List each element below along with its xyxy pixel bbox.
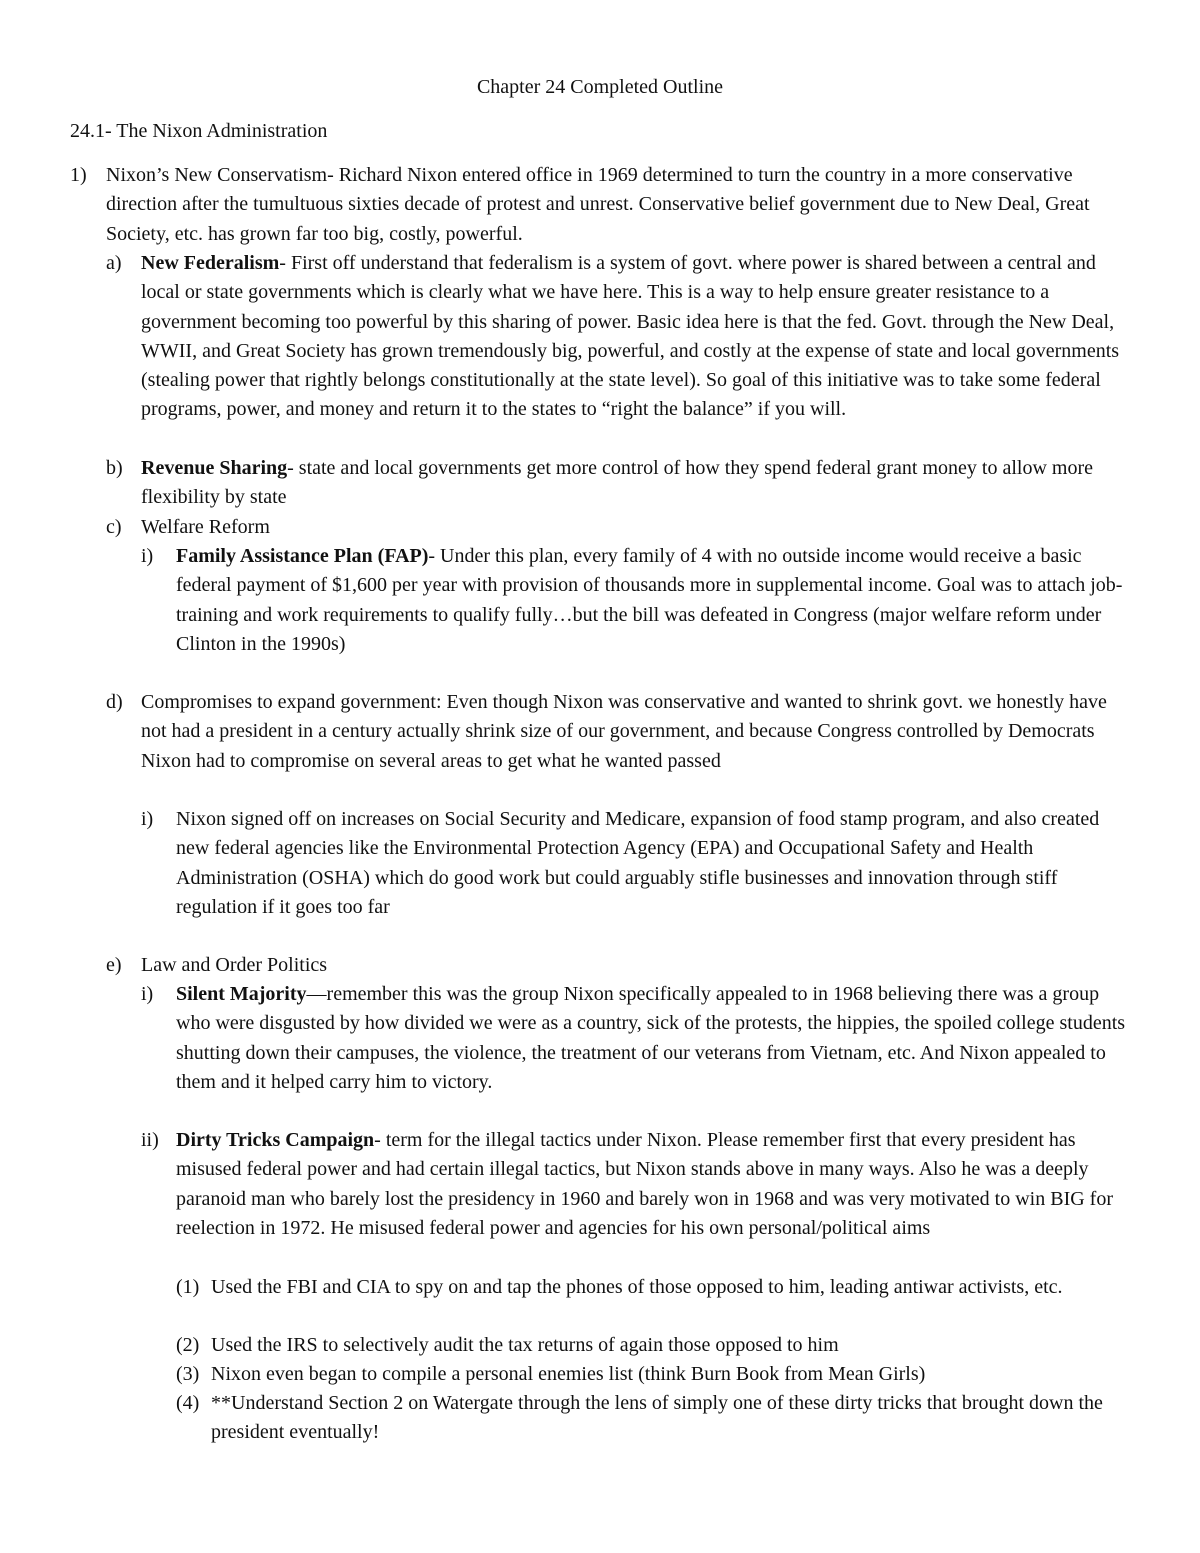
item-text: Silent Majority—remember this was the group Nixon specifically appealed to in 1968 believing there was a group who were disgusted by how divided we were as a country, sick of the protests, the hippies, the spoiled college students shutting down their campuses, the violence, the treatment of our veterans from Vietnam, etc. And Nixon appealed to them and it helped carry him to victory.	[176, 983, 1126, 1093]
item-marker: d)	[106, 691, 123, 713]
item-text: New Federalism- First off understand that federalism is a system of govt. where power is shared between a central and local or state governments which is clearly what we have here. This is a way to help ensure greater resistance to a government becoming too powerful by this sharing of power. Basic idea here is that the fed. Govt. through the New Deal, WWII, and Great Society has grown tremendously big, powerful, and costly at the expense of state and local governments (stealing power that rightly belongs constitutionally at the state level). So goal of this initiative was to take some federal programs, power, and money and return it to the states to “right the balance” if you will.	[141, 252, 1120, 421]
item-bold-term: New Federalism	[141, 252, 280, 274]
list-item	[70, 161, 1130, 249]
item-text: Used the FBI and CIA to spy on and tap the phones of those opposed to him, leading antiwar activists, etc.	[211, 1276, 1063, 1298]
item-text: Nixon’s New Conservatism- Richard Nixon entered office in 1969 determined to turn the country in a more conservative direction after the tumultuous sixties decade of protest and unrest. Conservative belief government due to New Deal, Great Society, etc. has grown far too big, costly, powerful.	[106, 164, 1090, 245]
item-text: Nixon signed off on increases on Social Security and Medicare, expansion of food stamp program, and also created new federal agencies like the Environmental Protection Agency (EPA) and Occupational Safety and Health Administration (OSHA) which do good work but could arguably stifle businesses and innovation through stiff regulation if it goes too far	[176, 808, 1100, 918]
item-marker: i)	[141, 545, 154, 567]
item-marker: (2)	[176, 1334, 200, 1356]
list-item	[106, 951, 1130, 980]
item-bold-term: Dirty Tricks Campaign	[176, 1129, 375, 1151]
item-marker: (4)	[176, 1392, 200, 1414]
list-item	[106, 454, 1130, 513]
item-text: Used the IRS to selectively audit the tax returns of again those opposed to him	[211, 1334, 839, 1356]
item-text: Law and Order Politics	[141, 954, 328, 976]
item-text: Dirty Tricks Campaign- term for the illegal tactics under Nixon. Please remember first that every president has misused federal power and had certain illegal tactics, but Nixon stands above in many ways. Also he was a deeply paranoid man who barely lost the presidency in 1960 and barely won in 1968 and was very motivated to win BIG for reelection in 1972. He misused federal power and agencies for his own personal/political aims	[176, 1129, 1114, 1239]
document-title: Chapter 24 Completed Outline	[476, 76, 724, 98]
item-marker: i)	[141, 983, 154, 1005]
item-marker: i)	[141, 808, 154, 830]
list-item	[141, 980, 1132, 1097]
list-item	[176, 1389, 1106, 1448]
list-item	[141, 805, 1132, 922]
item-marker: (1)	[176, 1276, 200, 1298]
item-marker: b)	[106, 457, 123, 479]
item-marker: a)	[106, 252, 122, 274]
list-item	[176, 1360, 1106, 1389]
list-item	[106, 688, 1130, 776]
item-marker: e)	[106, 954, 122, 976]
item-bold-term: Revenue Sharing	[141, 457, 288, 479]
item-marker: ii)	[141, 1129, 159, 1151]
item-bold-term: Family Assistance Plan (FAP)	[176, 545, 429, 567]
list-item	[141, 1126, 1132, 1243]
item-text: Compromises to expand government: Even though Nixon was conservative and wanted to shrink govt. we honestly have not had a president in a century actually shrink size of our government, and because Congress controlled by Democrats Nixon had to compromise on several areas to get what he wanted passed	[141, 691, 1107, 772]
item-marker: (3)	[176, 1363, 200, 1385]
item-marker: c)	[106, 516, 122, 538]
item-text: Nixon even began to compile a personal enemies list (think Burn Book from Mean Girls)	[211, 1363, 926, 1385]
item-bold-term: Silent Majority	[176, 983, 307, 1005]
item-text: **Understand Section 2 on Watergate through the lens of simply one of these dirty tricks that brought down the president eventually!	[211, 1392, 1103, 1444]
item-text: Revenue Sharing- state and local governments get more control of how they spend federal grant money to allow more flexibility by state	[141, 457, 1093, 509]
list-item	[176, 1331, 1106, 1360]
section-heading: 24.1- The Nixon Administration	[70, 120, 328, 142]
item-text: Family Assistance Plan (FAP)- Under this plan, every family of 4 with no outside income would receive a basic federal payment of $1,600 per year with provision of thousands more in supplemental income. Goal was to attach job-training and work requirements to qualify fully…but the bill was defeated in Congress (major welfare reform under Clinton in the 1990s)	[176, 545, 1123, 655]
list-item	[106, 249, 1130, 425]
list-item	[106, 513, 1130, 542]
list-item	[176, 1273, 1106, 1302]
item-text: Welfare Reform	[141, 516, 270, 538]
list-item	[141, 542, 1132, 659]
item-marker: 1)	[70, 164, 87, 186]
